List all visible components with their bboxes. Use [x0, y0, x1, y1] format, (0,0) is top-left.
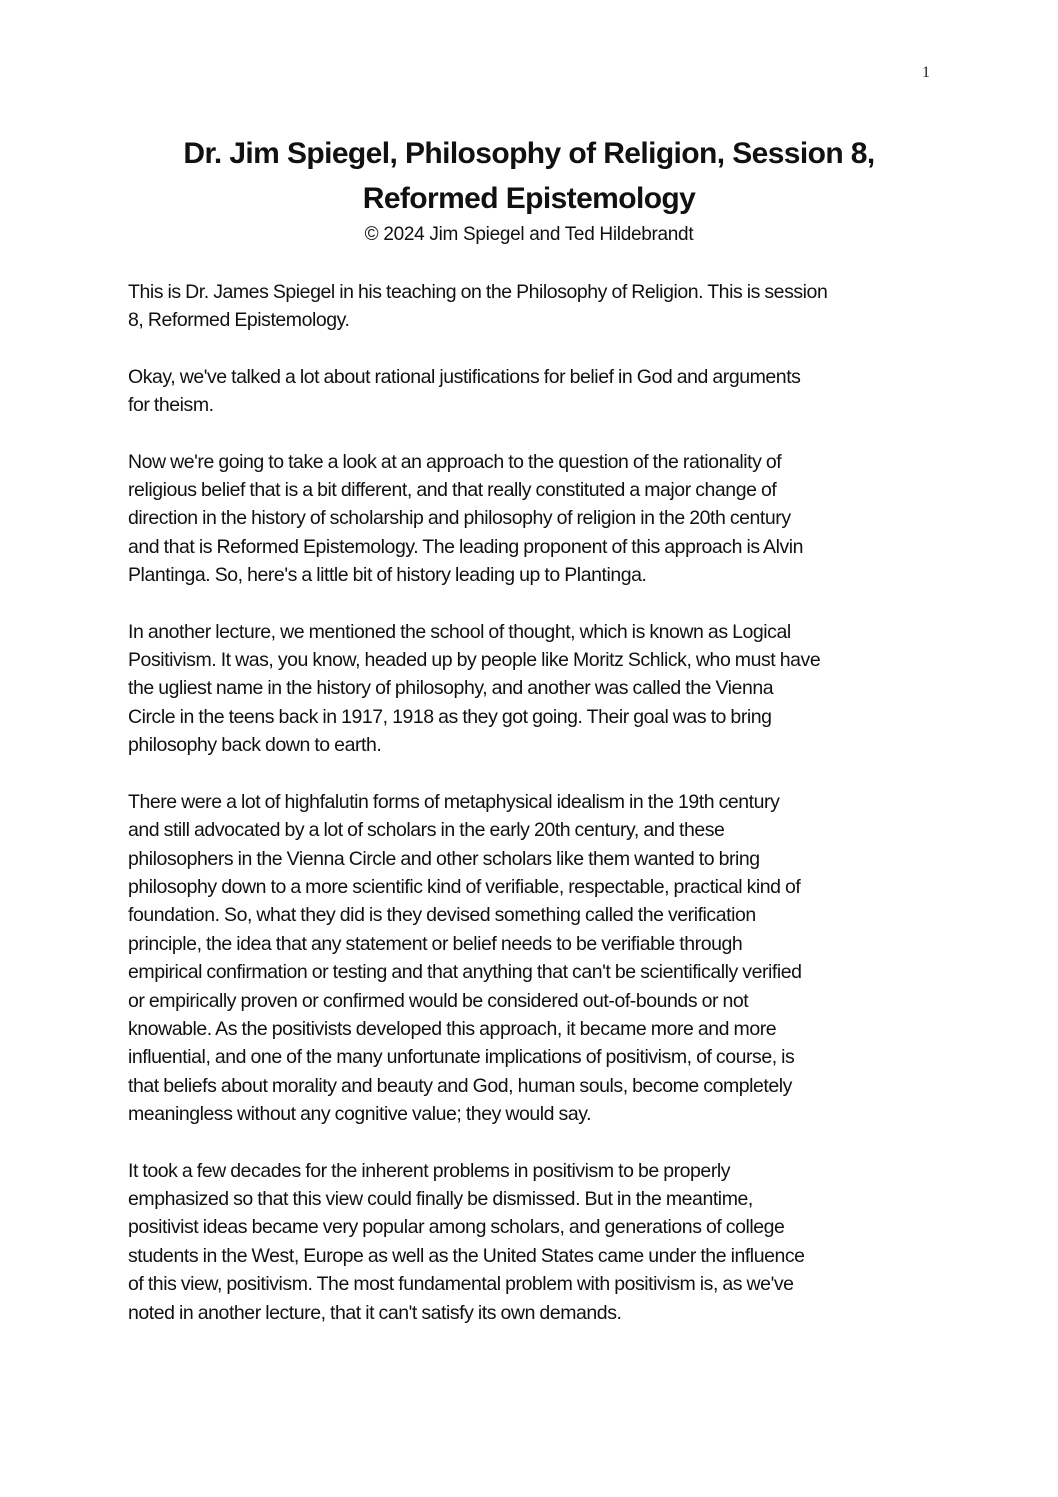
document-body	[128, 278, 948, 1355]
text-line: and still advocated by a lot of scholars in the early 20th century, and these	[128, 819, 725, 842]
text-line: or empirically proven or confirmed would be considered out-of-bounds or not	[128, 989, 749, 1012]
text-line: direction in the history of scholarship and philosophy of religion in the 20th century	[128, 507, 791, 530]
text-line: There were a lot of highfalutin forms of metaphysical idealism in the 19th century	[128, 790, 780, 813]
paragraph-logical-positivism	[128, 618, 948, 760]
text-line: influential, and one of the many unfortunate implications of positivism, of course, is	[128, 1046, 795, 1069]
text-line: Positivism. It was, you know, headed up by people like Moritz Schlick, who must have	[128, 649, 821, 672]
copyright-notice: © 2024 Jim Spiegel and Ted Hildebrandt	[364, 224, 694, 245]
text-line: In another lecture, we mentioned the school of thought, which is known as Logical	[128, 620, 791, 643]
text-line: Okay, we've talked a lot about rational justifications for belief in God and arguments	[128, 365, 801, 388]
text-line: knowable. As the positivists developed this approach, it became more and more	[128, 1017, 777, 1040]
text-line: philosophy down to a more scientific kind of verifiable, respectable, practical kind of	[128, 875, 801, 898]
text-line: religious belief that is a bit different, and that really constituted a major change of	[128, 479, 777, 502]
text-line: philosophy back down to earth.	[128, 734, 382, 757]
page-number: 1	[922, 64, 930, 81]
text-line: Now we're going to take a look at an approach to the question of the rationality of	[128, 450, 782, 473]
paragraph-reformed-epistemology	[128, 448, 948, 590]
paragraph-verification-principle	[128, 788, 948, 1129]
text-line: Circle in the teens back in 1917, 1918 as they got going. Their goal was to bring	[128, 705, 772, 728]
paragraph-intro	[128, 278, 948, 335]
text-line: It took a few decades for the inherent problems in positivism to be properly	[128, 1159, 731, 1182]
text-line: empirical confirmation or testing and that anything that can't be scientifically verified	[128, 961, 802, 984]
text-line: that beliefs about morality and beauty and God, human souls, become completely	[128, 1074, 792, 1097]
document-title-line-1: Dr. Jim Spiegel, Philosophy of Religion, Session 8,	[183, 137, 875, 170]
text-line: and that is Reformed Epistemology. The leading proponent of this approach is Alvin	[128, 535, 804, 558]
text-line: positivist ideas became very popular among scholars, and generations of college	[128, 1216, 785, 1239]
text-line: philosophers in the Vienna Circle and other scholars like them wanted to bring	[128, 847, 760, 870]
document-header	[0, 131, 1058, 248]
text-line: noted in another lecture, that it can't satisfy its own demands.	[128, 1301, 622, 1324]
document-title-line-2: Reformed Epistemology	[362, 182, 696, 215]
text-line: the ugliest name in the history of philosophy, and another was called the Vienna	[128, 677, 774, 700]
text-line: students in the West, Europe as well as the United States came under the influence	[128, 1244, 805, 1267]
paragraph-positivism-problems	[128, 1157, 948, 1327]
text-line: principle, the idea that any statement or belief needs to be verifiable through	[128, 932, 743, 955]
text-line: meaningless without any cognitive value; they would say.	[128, 1103, 592, 1126]
text-line: of this view, positivism. The most fundamental problem with positivism is, as we've	[128, 1273, 794, 1296]
paragraph-opening	[128, 363, 948, 420]
text-line: Plantinga. So, here's a little bit of history leading up to Plantinga.	[128, 564, 647, 587]
text-line: foundation. So, what they did is they devised something called the verification	[128, 904, 756, 927]
text-line: for theism.	[128, 394, 214, 417]
text-line: This is Dr. James Spiegel in his teaching on the Philosophy of Religion. This is session	[128, 281, 828, 303]
text-line: 8, Reformed Epistemology.	[128, 309, 350, 332]
text-line: emphasized so that this view could finally be dismissed. But in the meantime,	[128, 1187, 753, 1210]
